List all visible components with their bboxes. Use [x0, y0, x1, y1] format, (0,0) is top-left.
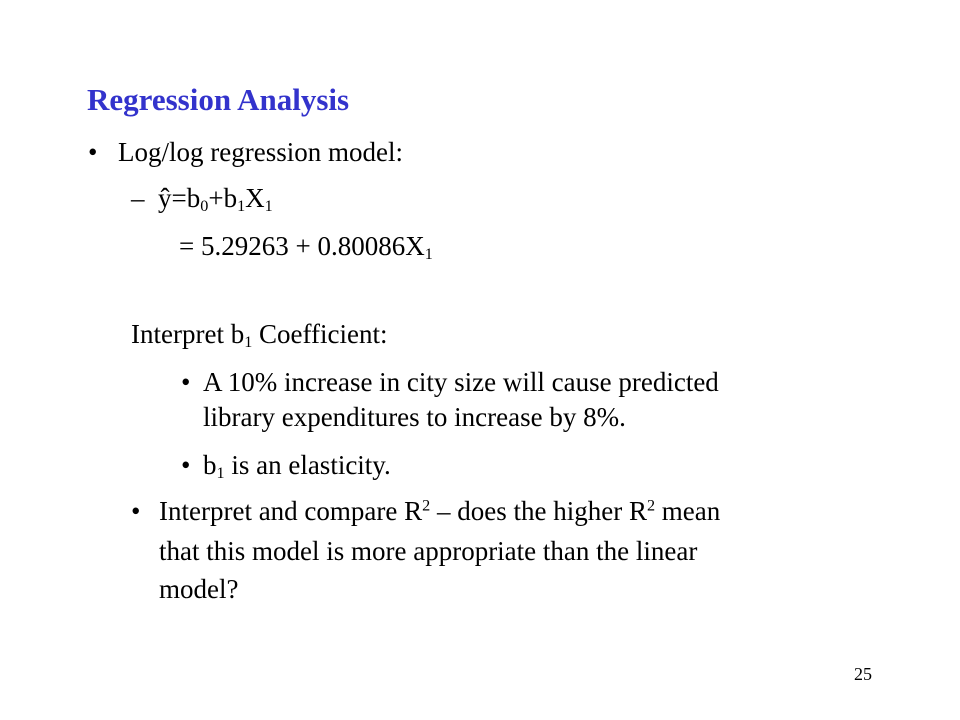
- bullet-icon: •: [181, 450, 191, 480]
- bullet-icon: •: [88, 137, 98, 167]
- bullet-icon: •: [131, 496, 141, 526]
- fitted-equation: = $5.29263 + 0.80086X_1$: [179, 231, 433, 264]
- y-hat: ŷ: [158, 183, 172, 213]
- compare-line-2: that this model is more appropriate than the linear: [159, 536, 698, 566]
- compare-line-1: Interpret and compare $R^2$ – does the higher $R^2$ mean: [159, 496, 721, 526]
- sub-bullet-line: library expenditures to increase by 8%.: [203, 402, 626, 432]
- page-number: 25: [854, 664, 872, 684]
- dash-icon: –: [131, 183, 145, 213]
- bullet-icon: •: [181, 367, 191, 397]
- sub-bullet-line: A 10% increase in city size will cause predicted: [203, 367, 719, 397]
- regression-equation: $ŷ=b_0+b_1X_1$: [158, 183, 273, 216]
- slide-title: Regression Analysis: [87, 82, 350, 117]
- elasticity-text: $b_1$ is an elasticity.: [203, 450, 391, 483]
- interpret-b1-heading: Interpret $b_1$ Coefficient:: [131, 319, 388, 352]
- model-label: Log/log regression model:: [118, 137, 403, 167]
- compare-line-3: model?: [159, 574, 239, 604]
